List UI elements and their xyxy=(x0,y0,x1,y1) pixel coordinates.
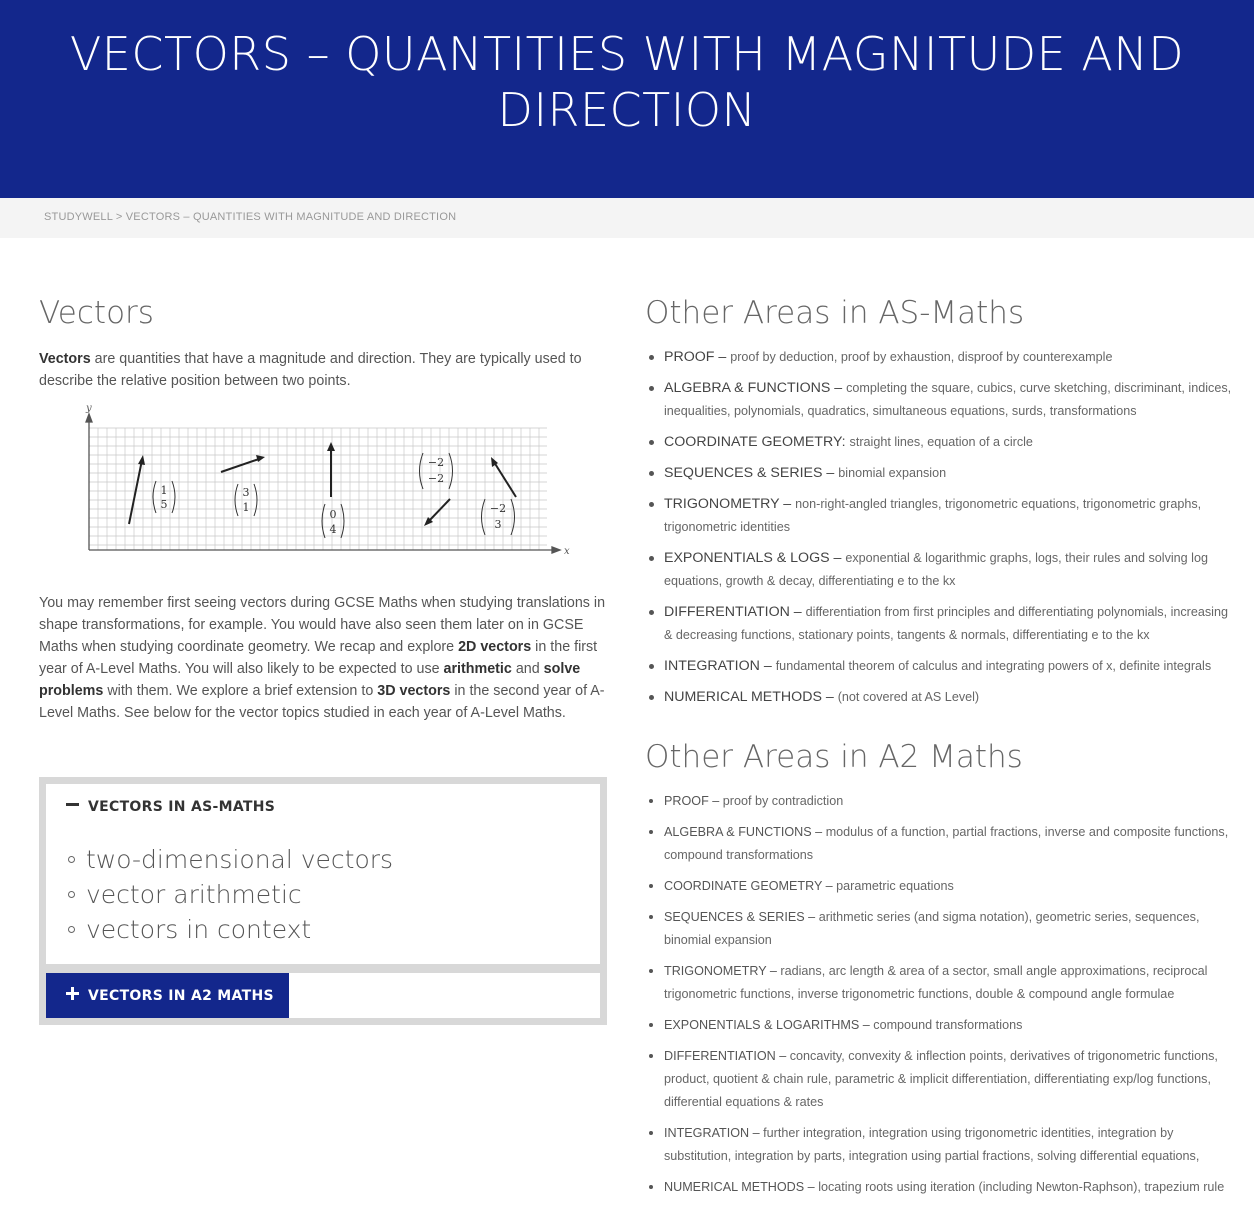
list-item xyxy=(68,912,393,947)
arrowhead-1 xyxy=(138,455,145,465)
area-list-item xyxy=(645,821,1235,867)
topic-text: vector arithmetic xyxy=(86,880,302,909)
area-topic-link[interactable]: COORDINATE GEOMETRY: xyxy=(664,434,846,450)
area-separator: – xyxy=(708,794,723,808)
area-description[interactable]: straight lines, equation of a circle xyxy=(849,435,1033,449)
area-separator: – xyxy=(859,1018,874,1032)
accordion-toggle-a2[interactable] xyxy=(46,973,289,1018)
area-topic-link[interactable]: NUMERICAL METHODS xyxy=(664,689,822,705)
area-topic-link[interactable]: DIFFERENTIATION xyxy=(664,604,790,620)
bullet-icon xyxy=(649,695,654,700)
vector-arrow-1 xyxy=(129,460,142,524)
bold-term: 3D vectors xyxy=(377,683,451,699)
as-topics-list xyxy=(68,842,393,947)
area-description[interactable]: proof by contradiction xyxy=(722,794,844,808)
plus-icon xyxy=(66,987,80,1004)
page-title: VECTORS – QUANTITIES WITH MAGNITUDE AND DIRECTION xyxy=(69,27,1185,137)
minus-icon xyxy=(66,798,80,815)
bold-term: Vectors xyxy=(39,351,91,367)
area-topic-link[interactable]: ALGEBRA & FUNCTIONS xyxy=(664,380,831,396)
topic-text: vectors in context xyxy=(86,915,312,944)
area-separator: – xyxy=(775,1049,790,1063)
bullet-icon xyxy=(649,969,653,973)
breadcrumb-bar xyxy=(0,198,1254,238)
area-list-item xyxy=(645,686,1235,709)
accordion-label: VECTORS IN AS-MATHS xyxy=(88,799,276,815)
bold-term: 2D vectors xyxy=(458,639,532,655)
accordion-toggle-as[interactable] xyxy=(66,798,275,815)
bullet-icon xyxy=(649,915,653,919)
area-list-item xyxy=(645,1045,1235,1114)
area-separator: – xyxy=(766,964,781,978)
area-topic-link[interactable]: DIFFERENTIATION xyxy=(664,1049,776,1063)
left-bracket xyxy=(482,499,486,535)
bullet-icon xyxy=(649,556,654,561)
area-list-item xyxy=(645,960,1235,1006)
area-list-item xyxy=(645,547,1235,593)
breadcrumb[interactable]: STUDYWELL > VECTORS – QUANTITIES WITH MAGNITUDE AND DIRECTION xyxy=(44,211,457,223)
vector-bottom: 4 xyxy=(329,523,337,536)
area-description[interactable]: non-right-angled triangles, trigonometric equations, trigonometric graphs, trigonometric identities xyxy=(664,497,1202,534)
area-list-item xyxy=(645,906,1235,952)
a2-areas-title: Other Areas in A2 Maths xyxy=(645,739,1023,775)
area-topic-link[interactable]: TRIGONOMETRY xyxy=(664,496,780,512)
area-topic-link[interactable]: SEQUENCES & SERIES xyxy=(664,910,805,924)
area-separator: – xyxy=(804,1180,819,1194)
vector-top: −2 xyxy=(489,502,507,515)
vector-arrow-2 xyxy=(221,459,259,472)
bold-term: solve problems xyxy=(39,661,581,699)
as-areas-section xyxy=(645,292,1235,717)
list-item xyxy=(68,877,393,912)
bullet-icon xyxy=(649,502,654,507)
area-description[interactable]: differentiation from first principles and differentiating polynomials, increasing & decreasing functions, stationary points, tangents & normals, differentiating e to the kx xyxy=(664,605,1228,642)
paragraph-text: with them. We explore a brief extension to xyxy=(103,683,378,699)
page-header xyxy=(0,0,1254,198)
area-description[interactable]: further integration, integration using trigonometric identities, integration by substitution, integration by parts, integration using partial fractions, solving differential equations, xyxy=(664,1126,1200,1163)
area-topic-link[interactable]: EXPONENTIALS & LOGS xyxy=(664,550,830,566)
area-description[interactable]: modulus of a function, partial fractions, inverse and composite functions, compound transformations xyxy=(664,825,1229,862)
x-axis-label: x xyxy=(564,546,570,557)
area-separator: – xyxy=(811,825,826,839)
left-bracket xyxy=(153,481,156,513)
accordion-panel-as xyxy=(46,784,600,964)
list-item xyxy=(68,842,393,877)
area-description[interactable]: completing the square, cubics, curve sketching, discriminant, indices, inequalities, polynomials, quadratics, simultaneous equations, surds, transformations xyxy=(664,381,1232,418)
accordion-panel-a2 xyxy=(46,973,600,1018)
bold-term: arithmetic xyxy=(443,661,512,677)
area-description[interactable]: concavity, convexity & inflection points, derivatives of trigonometric functions, product, quotient & chain rule, parametric & implicit differentiation, differentiating exp/log functions, differential equations & rates xyxy=(664,1049,1218,1109)
bullet-icon xyxy=(649,386,654,391)
area-topic-link[interactable]: INTEGRATION xyxy=(664,658,760,674)
bullet-icon xyxy=(649,1185,653,1189)
bullet-icon xyxy=(649,1023,653,1027)
vector-top: 3 xyxy=(242,486,250,499)
vector-top: 1 xyxy=(160,484,168,497)
area-topic-link[interactable]: EXPONENTIALS & LOGARITHMS xyxy=(664,1018,860,1032)
area-topic-link[interactable]: COORDINATE GEOMETRY xyxy=(664,879,823,893)
area-topic-link[interactable]: PROOF xyxy=(664,349,715,365)
area-list-item xyxy=(645,377,1235,423)
circle-bullet-icon xyxy=(68,856,75,863)
circle-bullet-icon xyxy=(68,891,75,898)
a2-areas-section xyxy=(645,736,1235,1207)
area-list-item xyxy=(645,875,1235,898)
paragraph-text: in the first year of A-Level Maths. You will also likely to be expected to use xyxy=(39,639,598,677)
area-description[interactable]: proof by deduction, proof by exhaustion, disproof by counterexample xyxy=(730,350,1113,364)
right-bracket xyxy=(449,453,453,489)
column-vector-4 xyxy=(420,453,453,489)
area-description[interactable]: fundamental theorem of calculus and integrating powers of x, definite integrals xyxy=(775,659,1212,673)
area-topic-link[interactable]: INTEGRATION xyxy=(664,1126,750,1140)
topic-text: two-dimensional vectors xyxy=(86,845,394,874)
area-list-item xyxy=(645,601,1235,647)
column-vector-5 xyxy=(482,499,515,535)
area-separator: – xyxy=(789,604,806,620)
bullet-icon xyxy=(649,830,653,834)
as-areas-title: Other Areas in AS-Maths xyxy=(645,295,1025,331)
area-description[interactable]: exponential & logarithmic graphs, logs, their rules and solving log equations, growth & decay, differentiating e to the kx xyxy=(664,551,1208,588)
a2-areas-list xyxy=(645,790,1235,1199)
area-separator: – xyxy=(749,1126,764,1140)
area-topic-link[interactable]: TRIGONOMETRY xyxy=(664,964,767,978)
arrowhead-3 xyxy=(327,442,335,451)
vector-top: −2 xyxy=(427,456,445,469)
area-description[interactable]: arithmetic series (and sigma notation), geometric series, sequences, binomial expansion xyxy=(664,910,1200,947)
bullet-icon xyxy=(649,664,654,669)
y-axis-label: y xyxy=(86,403,92,414)
bullet-icon xyxy=(649,1054,653,1058)
accordion-label: VECTORS IN A2 MATHS xyxy=(88,988,274,1004)
bullet-icon xyxy=(649,799,653,803)
area-separator: – xyxy=(821,689,838,705)
area-separator: – xyxy=(714,349,731,365)
y-axis-arrow xyxy=(86,414,92,422)
as-areas-list xyxy=(645,346,1235,709)
area-separator: – xyxy=(759,658,776,674)
area-separator: – xyxy=(822,465,839,481)
right-bracket xyxy=(511,499,515,535)
area-description[interactable]: radians, arc length & area of a sector, small angle approximations, reciprocal trigonometric functions, inverse trigonometric functions, double & compound angle formulae xyxy=(664,964,1208,1001)
bullet-icon xyxy=(649,884,653,888)
area-list-item xyxy=(645,790,1235,813)
area-list-item xyxy=(645,493,1235,539)
area-topic-link[interactable]: SEQUENCES & SERIES xyxy=(664,465,823,481)
x-axis-arrow xyxy=(552,547,560,553)
vectors-accordion xyxy=(39,777,607,1025)
paragraph-text: in the second year of A-Level Maths. See below for the vector topics studied in each year of A-Level Maths. xyxy=(39,683,605,721)
vector-bottom: 3 xyxy=(494,518,502,531)
area-description[interactable]: compound transformations xyxy=(873,1018,1023,1032)
area-topic-link[interactable]: ALGEBRA & FUNCTIONS xyxy=(664,825,812,839)
area-list-item xyxy=(645,1176,1235,1199)
area-description[interactable]: binomial expansion xyxy=(838,466,947,480)
area-separator: – xyxy=(779,496,796,512)
bullet-icon xyxy=(649,355,654,360)
column-vector-1 xyxy=(153,481,175,513)
area-separator: – xyxy=(804,910,819,924)
bullet-icon xyxy=(649,1131,653,1135)
vector-grid-figure xyxy=(72,400,578,562)
bullet-icon xyxy=(649,440,654,445)
vector-arrow-5 xyxy=(494,462,516,497)
area-list-item xyxy=(645,346,1235,369)
vector-top: 0 xyxy=(329,508,337,521)
area-separator: – xyxy=(829,550,846,566)
vector-bottom: 5 xyxy=(160,498,168,511)
arrowhead-2 xyxy=(256,455,265,462)
area-list-item xyxy=(645,1014,1235,1037)
area-list-item xyxy=(645,1122,1235,1168)
circle-bullet-icon xyxy=(68,926,75,933)
left-bracket xyxy=(420,453,424,489)
area-list-item xyxy=(645,431,1235,454)
area-description[interactable]: parametric equations xyxy=(836,879,954,893)
intro-text: are quantities that have a magnitude and direction. They are typically used to describe the relative position between two points. xyxy=(39,351,582,389)
paragraph-text: and xyxy=(511,661,544,677)
intro-paragraph xyxy=(39,348,611,392)
area-list-item xyxy=(645,655,1235,678)
gcse-paragraph xyxy=(39,592,611,724)
vector-bottom: 1 xyxy=(242,501,250,514)
section-title: Vectors xyxy=(39,295,154,331)
bullet-icon xyxy=(649,471,654,476)
bullet-icon xyxy=(649,610,654,615)
vector-bottom: −2 xyxy=(427,472,445,485)
area-description[interactable]: locating roots using iteration (including Newton-Raphson), trapezium rule xyxy=(818,1180,1225,1194)
grid-lines xyxy=(89,428,547,550)
area-description[interactable]: (not covered at AS Level) xyxy=(837,690,980,704)
area-topic-link[interactable]: PROOF xyxy=(664,794,709,808)
area-list-item xyxy=(645,462,1235,485)
area-topic-link[interactable]: NUMERICAL METHODS xyxy=(664,1180,805,1194)
column-vectors xyxy=(153,453,515,538)
area-separator: – xyxy=(830,380,847,396)
right-bracket xyxy=(172,481,175,513)
paragraph-text: You may remember first seeing vectors during GCSE Maths when studying translations in shape transformations, for example. You would have also seen them later on in GCSE Maths when studying coordinate geometry. We recap and explore xyxy=(39,595,606,655)
area-separator: – xyxy=(822,879,837,893)
